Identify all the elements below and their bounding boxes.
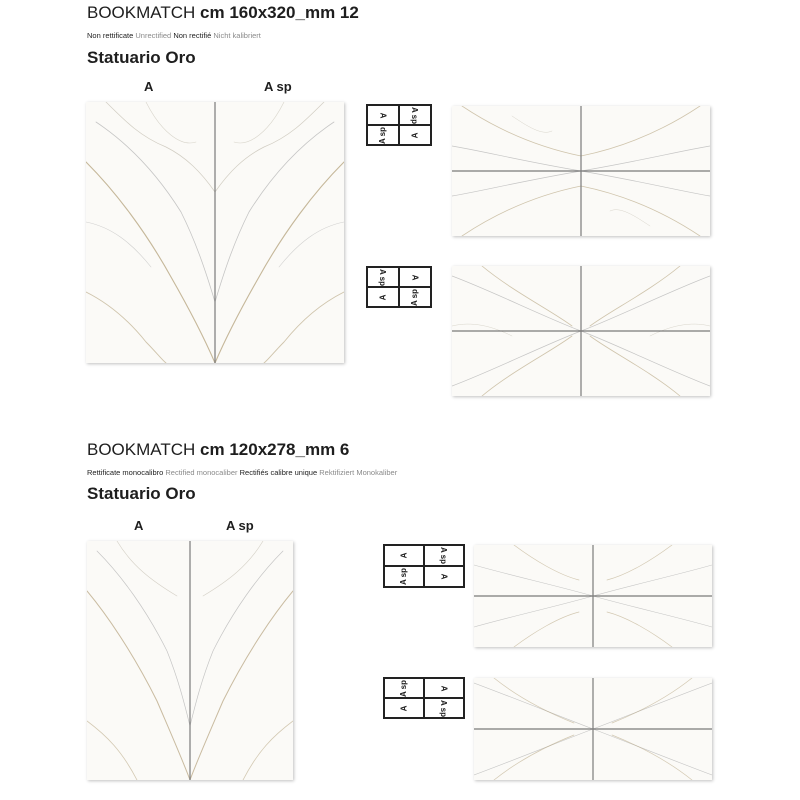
- marble-texture: [452, 106, 710, 236]
- cell-label: A sp: [378, 126, 388, 144]
- layout-diagram-1: [366, 104, 432, 146]
- subtitle-de: Rektifiziert Monokaliber: [319, 468, 398, 477]
- cell-label: A sp: [410, 288, 420, 306]
- label-a: A: [144, 79, 154, 94]
- layout-cell: [367, 125, 399, 145]
- layout-diagram-4: [383, 677, 465, 719]
- bookmatch-slab-pair: [86, 102, 344, 363]
- layout-cell: [384, 566, 424, 587]
- subtitle-it: Rettificate monocalibro: [87, 468, 164, 477]
- layout-cell: [384, 698, 424, 718]
- section-heading: [87, 3, 359, 23]
- layout-cell: [367, 267, 399, 287]
- layout-cell: [424, 566, 464, 587]
- cell-label: A: [378, 294, 388, 300]
- subtitle-en: Rectified monocaliber: [165, 468, 238, 477]
- heading-prefix: BOOKMATCH: [87, 3, 201, 22]
- layout-diagram-2: [366, 266, 432, 308]
- cell-label: A: [410, 132, 420, 138]
- heading-prefix: BOOKMATCH: [87, 440, 201, 459]
- bookmatch-layout-preview-2: [452, 266, 710, 396]
- product-name: Statuario Oro: [87, 48, 196, 67]
- section-subtitle: [87, 31, 261, 41]
- label-a-sp: A sp: [264, 79, 292, 94]
- subtitle-fr: Non rectifié: [173, 31, 212, 40]
- section-heading: [87, 440, 349, 460]
- heading-size: cm 160x320_mm 12: [200, 3, 359, 22]
- cell-label: A: [399, 705, 409, 711]
- layout-cell: [399, 267, 431, 287]
- cell-label: A sp: [399, 679, 409, 697]
- cell-label: A sp: [399, 567, 409, 586]
- bookmatch-slab-pair: [87, 541, 293, 780]
- layout-cell: [399, 287, 431, 307]
- layout-cell: [367, 105, 399, 125]
- marble-texture: [86, 102, 344, 363]
- cell-label: A: [399, 552, 409, 559]
- cell-label: A: [439, 685, 449, 691]
- marble-texture: [452, 266, 710, 396]
- layout-cell: [424, 678, 464, 698]
- bookmatch-layout-preview-4: [474, 678, 712, 780]
- layout-cell: [384, 545, 424, 566]
- cell-label: A: [439, 573, 449, 580]
- cell-label: A sp: [439, 699, 449, 717]
- layout-cell: [384, 678, 424, 698]
- marble-texture: [87, 541, 293, 780]
- subtitle-it: Non rettificate: [87, 31, 134, 40]
- cell-label: A sp: [410, 106, 420, 124]
- product-name: Statuario Oro: [87, 484, 196, 503]
- cell-label: A: [378, 112, 388, 118]
- cell-label: A sp: [378, 268, 388, 286]
- layout-cell: [367, 287, 399, 307]
- marble-texture: [474, 678, 712, 780]
- label-a: A: [134, 518, 144, 533]
- bookmatch-layout-preview-1: [452, 106, 710, 236]
- section-subtitle: [87, 468, 397, 478]
- heading-size: cm 120x278_mm 6: [200, 440, 350, 459]
- marble-texture: [474, 545, 712, 647]
- subtitle-en: Unrectified: [135, 31, 172, 40]
- layout-diagram-3: [383, 544, 465, 588]
- bookmatch-layout-preview-3: [474, 545, 712, 647]
- cell-label: A: [410, 274, 420, 280]
- layout-cell: [399, 125, 431, 145]
- subtitle-de: Nicht kalibriert: [213, 31, 261, 40]
- layout-cell: [399, 105, 431, 125]
- layout-cell: [424, 698, 464, 718]
- label-a-sp: A sp: [226, 518, 254, 533]
- layout-cell: [424, 545, 464, 566]
- subtitle-fr: Rectifiés calibre unique: [239, 468, 318, 477]
- cell-label: A sp: [439, 546, 449, 565]
